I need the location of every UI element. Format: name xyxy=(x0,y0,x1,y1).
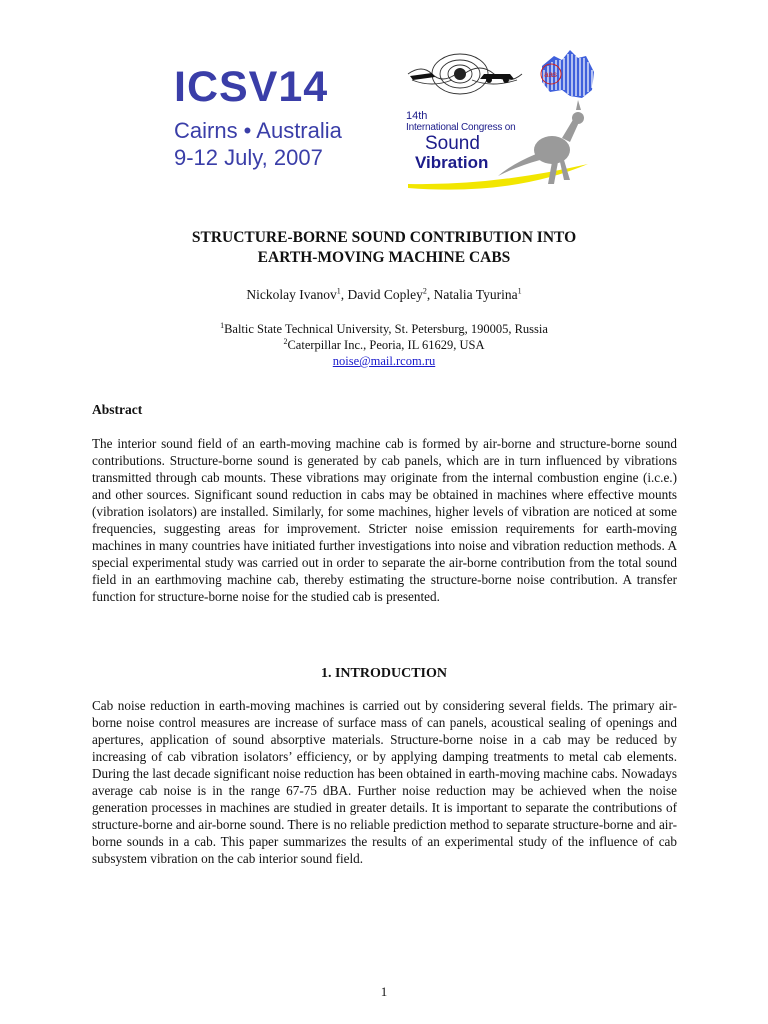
speaker-icon xyxy=(454,68,466,80)
paper-title xyxy=(0,228,768,268)
abstract-heading: Abstract xyxy=(92,402,143,417)
affiliation-block xyxy=(0,321,768,369)
author-list: Nickolay Ivanov$^1$, David Copley$^2$, Natalia Tyurina$^1$ xyxy=(246,286,522,302)
logo-word-sound: Sound xyxy=(425,133,480,154)
congress-edition: 14th xyxy=(406,110,428,122)
page-number: 1 xyxy=(380,984,388,999)
aircraft-icon xyxy=(410,73,435,80)
aas-badge: aas xyxy=(544,70,557,79)
conference-code: ICSV14 xyxy=(174,63,329,111)
author-name: Natalia Tyurina xyxy=(433,287,518,302)
author-name: Nickolay Ivanov xyxy=(246,287,337,302)
kangaroo-icon xyxy=(498,100,584,184)
author-name: David Copley xyxy=(347,287,423,302)
logo-word-vibration: Vibration xyxy=(415,153,489,172)
conference-dates: 9-12 July, 2007 xyxy=(174,145,323,170)
congress-logo xyxy=(402,46,602,196)
author-affiliation-mark: 2 xyxy=(422,286,427,296)
congress-logo-graphic xyxy=(402,46,602,196)
affiliation-line: $^1$Baltic State Technical University, St. Petersburg, 190005, Russia xyxy=(220,320,548,336)
conference-header xyxy=(174,64,342,171)
introduction-text: Cab noise reduction in earth-moving machines is carried out by considering several fields. The primary air-borne noise control measures are increase of surface mass of can panels, acoustical sealing of openings and apertures, application of sound absorptive materials. Structure-borne noise in a cab may be reduced by increasing of cab vibration isolators’ efficiency, or by applying damping treatments to metal cab elements. During the last decade significant noise reduction has been obtained in earth-moving machine cabs. Nowadays average cab noise is in the range 67-75 dBA. Further noise reduction may be achieved when the noise generation processes in machines are studied in greater details. It is important to separate the contributions of structure-borne and air-borne sound. There is no reliable prediction method to separate structure-borne and air-borne sounds in a cab. This paper summarizes the results of an experimental study of the influence of cab subsystem vibration on the cab interior sound field. xyxy=(92,698,677,866)
conference-location: Cairns • Australia xyxy=(174,118,342,143)
congress-name: International Congress on xyxy=(406,122,516,133)
affiliation-line: $^2$Caterpillar Inc., Peoria, IL 61629, USA xyxy=(283,336,485,352)
paper-title-line1: STRUCTURE-BORNE SOUND CONTRIBUTION INTO xyxy=(191,229,577,246)
vehicle-icon xyxy=(480,74,514,79)
author-affiliation-mark: 1 xyxy=(336,286,341,296)
author-affiliation-mark: 1 xyxy=(517,286,522,296)
paper-title-line2: EARTH-MOVING MACHINE CABS xyxy=(257,249,511,266)
section-heading-introduction: 1. INTRODUCTION xyxy=(320,666,447,681)
email-link[interactable]: noise@mail.rcom.ru xyxy=(332,354,436,368)
abstract-text: The interior sound field of an earth-moving machine cab is formed by air-borne and structure-borne sound contributions. Structure-borne sound is generated by cab panels, which are in turn influenced by vibrations transmitted through cab mounts. These vibrations may originate from the internal combustion engine (i.c.e.) and other sources. Significant sound reduction in cabs may be obtained in machines where effective mounts (vibration isolators) are installed. Similarly, for some machines, higher levels of vibration are noticed at some frequencies, suggesting areas for improvement. Stricter noise emission requirements for earth-moving machines in many countries have initiated further investigations into noise and vibration reduction methods. A special experimental study was carried out in order to separate the air-borne contribution from the total sound field in an earthmoving machine cab, thereby estimating the structure-borne noise contribution. A transfer function for structure-borne noise for the studied cab is presented. xyxy=(92,436,677,604)
